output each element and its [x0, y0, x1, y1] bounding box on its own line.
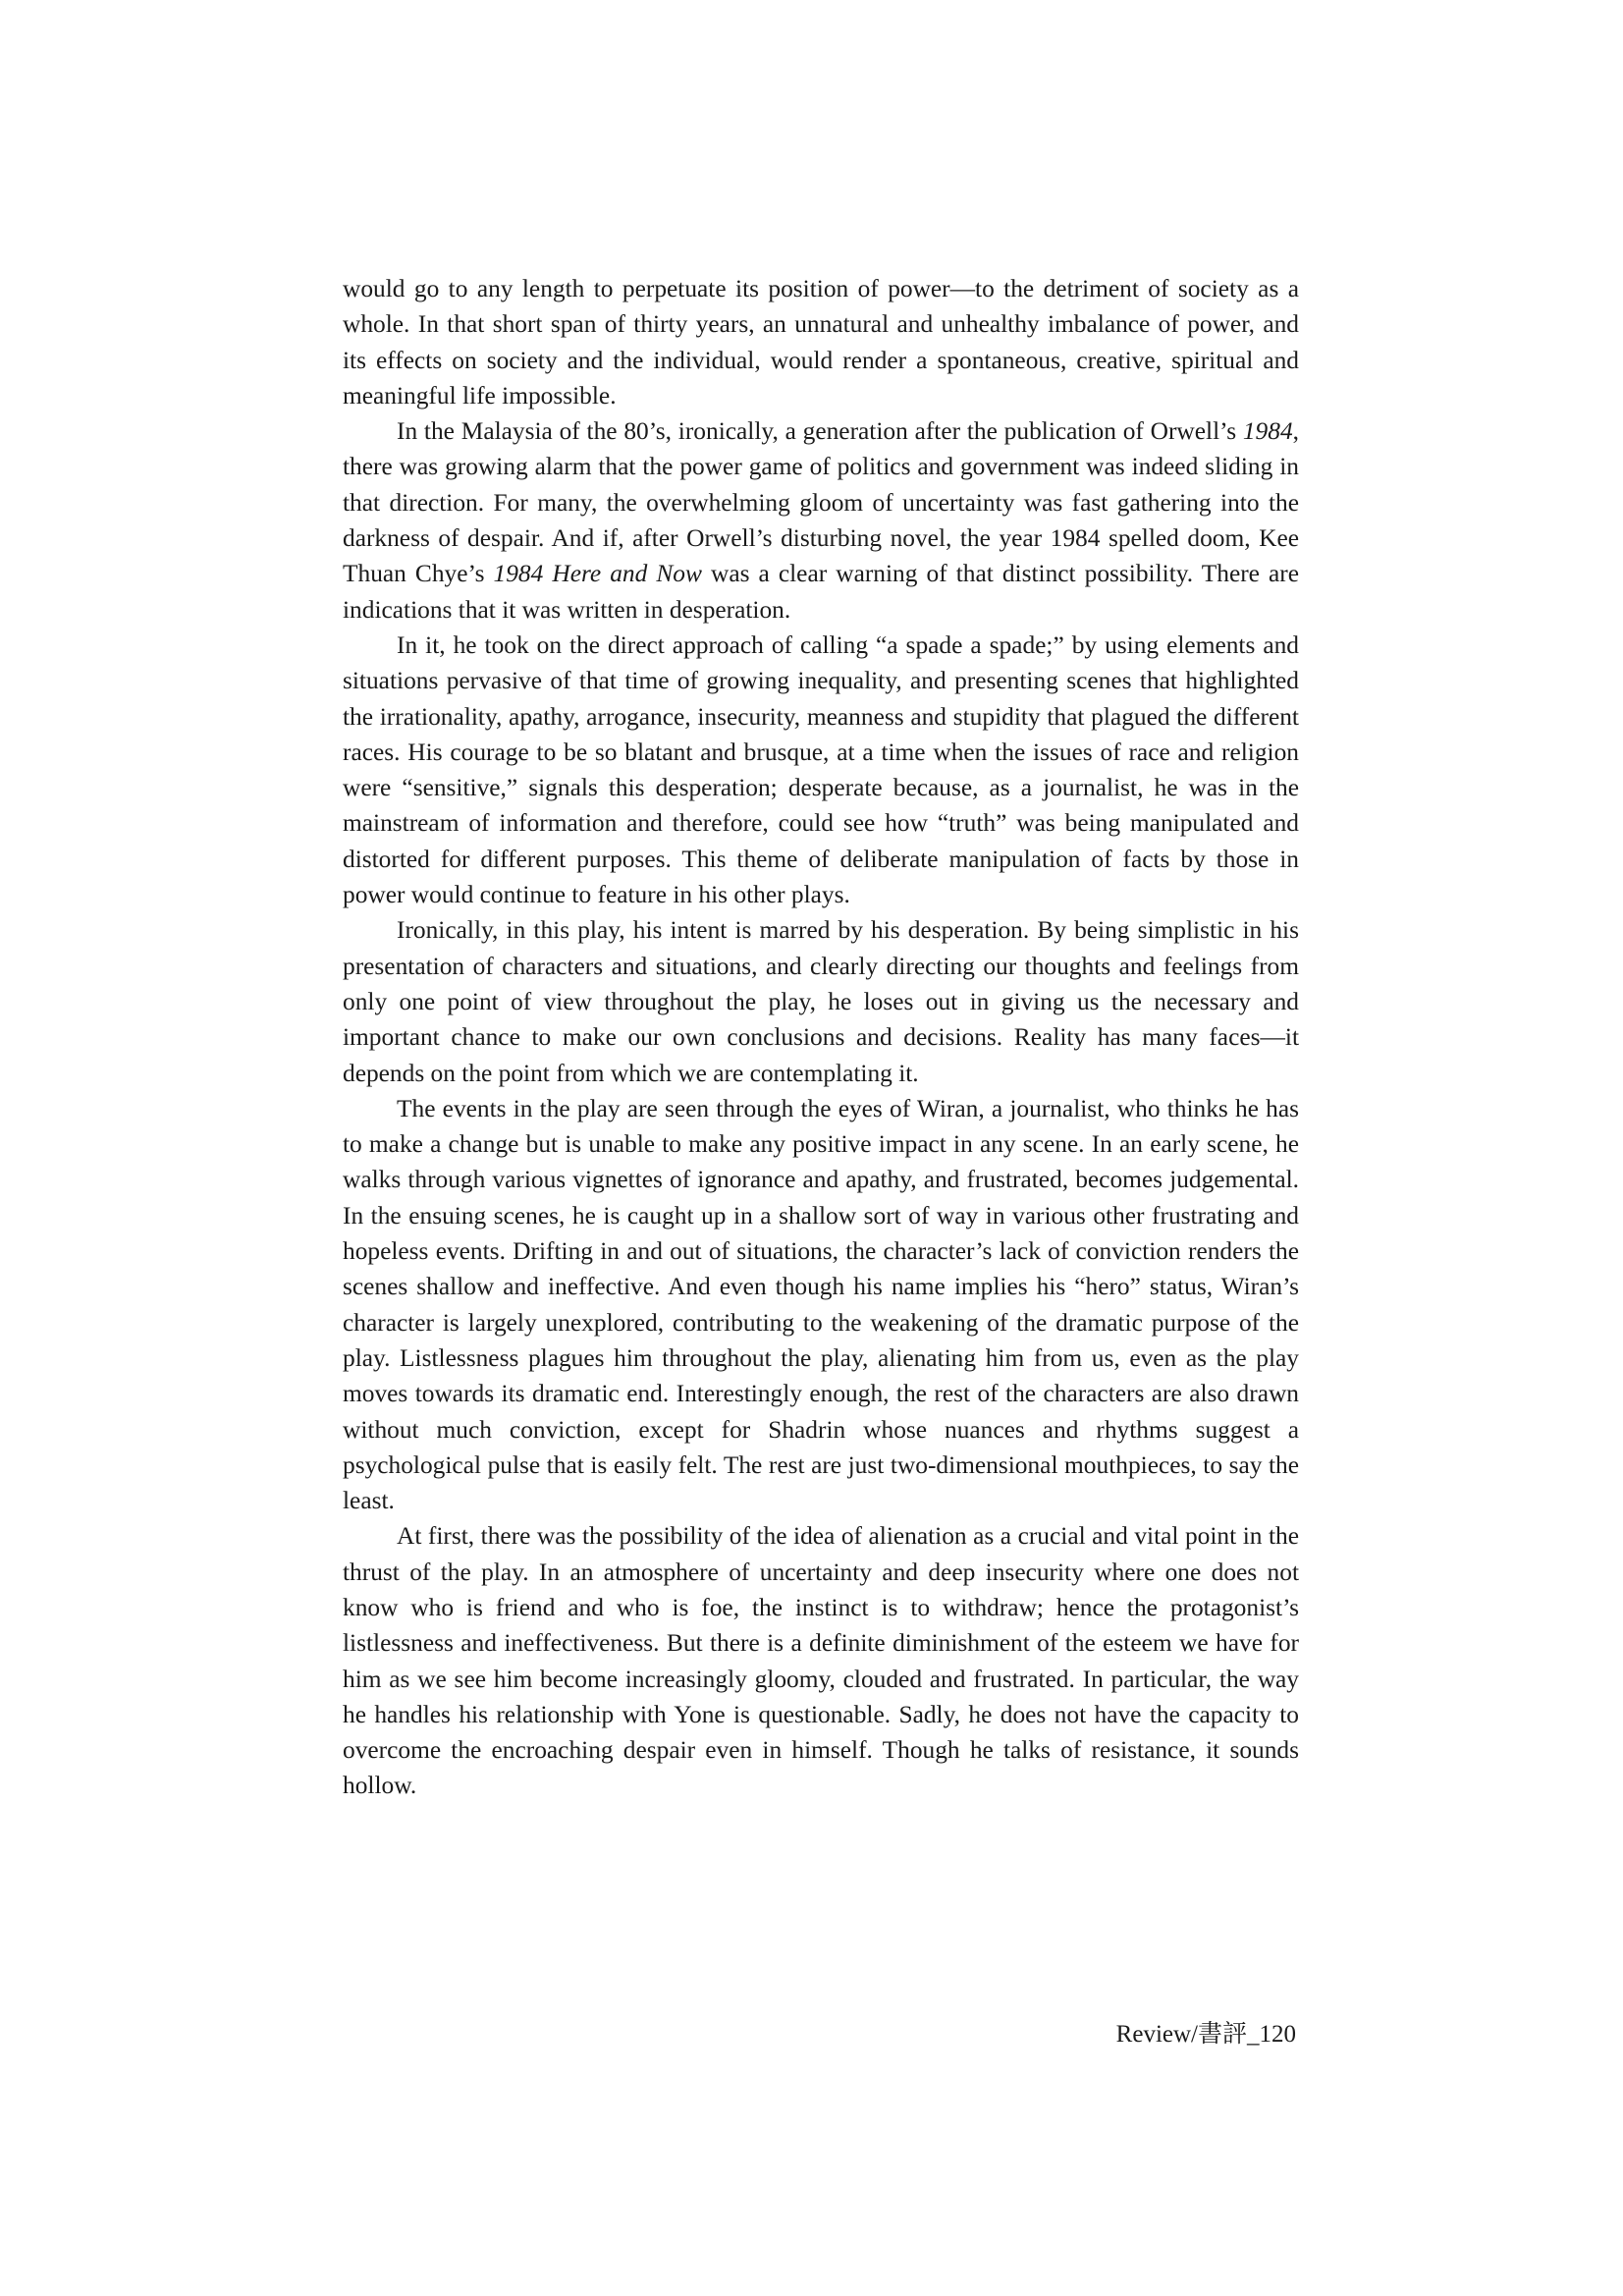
body-paragraph	[343, 1518, 1299, 1803]
paragraph-text: , there was growing alarm that the power game of politics and government was indeed sliding in that direction. For many, the overwhelming gloom of uncertainty was fast gathering into the darkness of despair. And if, after Orwell’s disturbing novel, the year 1984 spelled doom, Kee Thuan Chye’s	[343, 417, 1299, 588]
paragraph-text: Ironically, in this play, his intent is marred by his desperation. By being simplistic in his presentation of characters and situations, and clearly directing our thoughts and feelings from only one point of view throughout the play, he loses out in giving us the necessary and important chance to make our own conclusions and decisions. Reality has many faces—it depends on the point from which we are contemplating it.	[343, 916, 1299, 1087]
page-footer	[1116, 2017, 1296, 2052]
body-paragraph	[343, 413, 1299, 628]
paragraph-text: In the Malaysia of the 80’s, ironically, a generation after the publication of Orwell’s	[397, 417, 1243, 446]
running-footer: Review/書評_120	[1115, 2021, 1296, 2048]
italic-title: 1984 Here and Now	[493, 560, 702, 588]
paragraph-text: At first, there was the possibility of the idea of alienation as a crucial and vital point in the thrust of the play. In an atmosphere of uncertainty and deep insecurity where one does not know who is friend and who is foe, the instinct is to withdraw; hence the protagonist’s listlessness and ineffectiveness. But there is a definite diminishment of the esteem we have for him as we see him become increasingly gloomy, clouded and frustrated. In particular, the way he handles his relationship with Yone is questionable. Sadly, he does not have the capacity to overcome the encroaching despair even in himself. Though he talks of resistance, it sounds hollow.	[343, 1522, 1299, 1800]
body-paragraph	[343, 628, 1299, 912]
paragraph-text: In it, he took on the direct approach of calling “a spade a spade;” by using elements and situations pervasive of that time of growing inequality, and presenting scenes that highlighted the irrationality, apathy, arrogance, insecurity, meanness and stupidity that plagued the different races. His courage to be so blatant and brusque, at a time when the issues of race and religion were “sensitive,” signals this desperation; desperate because, as a journalist, he was in the mainstream of information and therefore, could see how “truth” was being manipulated and distorted for different purposes. This theme of deliberate manipulation of facts by those in power would continue to feature in his other plays.	[343, 630, 1299, 909]
body-paragraph	[343, 912, 1299, 1090]
body-paragraph	[343, 271, 1299, 413]
paragraph-text: would go to any length to perpetuate its position of power—to the detriment of society as a whole. In that short span of thirty years, an unnatural and unhealthy imbalance of power, and its effects on society and the individual, would render a spontaneous, creative, spiritual and meaningful life impossible.	[343, 275, 1299, 410]
body-paragraph	[343, 1091, 1299, 1519]
italic-title: 1984	[1242, 417, 1293, 446]
paragraph-text: was a clear warning of that distinct possibility. There are indications that it was written in desperation.	[343, 560, 1300, 624]
paragraph-text: The events in the play are seen through the eyes of Wiran, a journalist, who thinks he has to make a change but is unable to make any positive impact in any scene. In an early scene, he walks through various vignettes of ignorance and apathy, and frustrated, becomes judgemental. In the ensuing scenes, he is caught up in a shallow sort of way in various other frustrating and hopeless events. Drifting in and out of situations, the character’s lack of conviction renders the scenes shallow and ineffective. And even though his name implies his “hero” status, Wiran’s character is largely unexplored, contributing to the weakening of the dramatic purpose of the play. Listlessness plagues him throughout the play, alienating him from us, even as the play moves towards its dramatic end. Interestingly enough, the rest of the characters are also drawn without much conviction, except for Shadrin whose nuances and rhythms suggest a psychological pulse that is easily felt. The rest are just two-dimensional mouthpieces, to say the least.	[343, 1094, 1299, 1515]
page-body	[343, 271, 1299, 1804]
